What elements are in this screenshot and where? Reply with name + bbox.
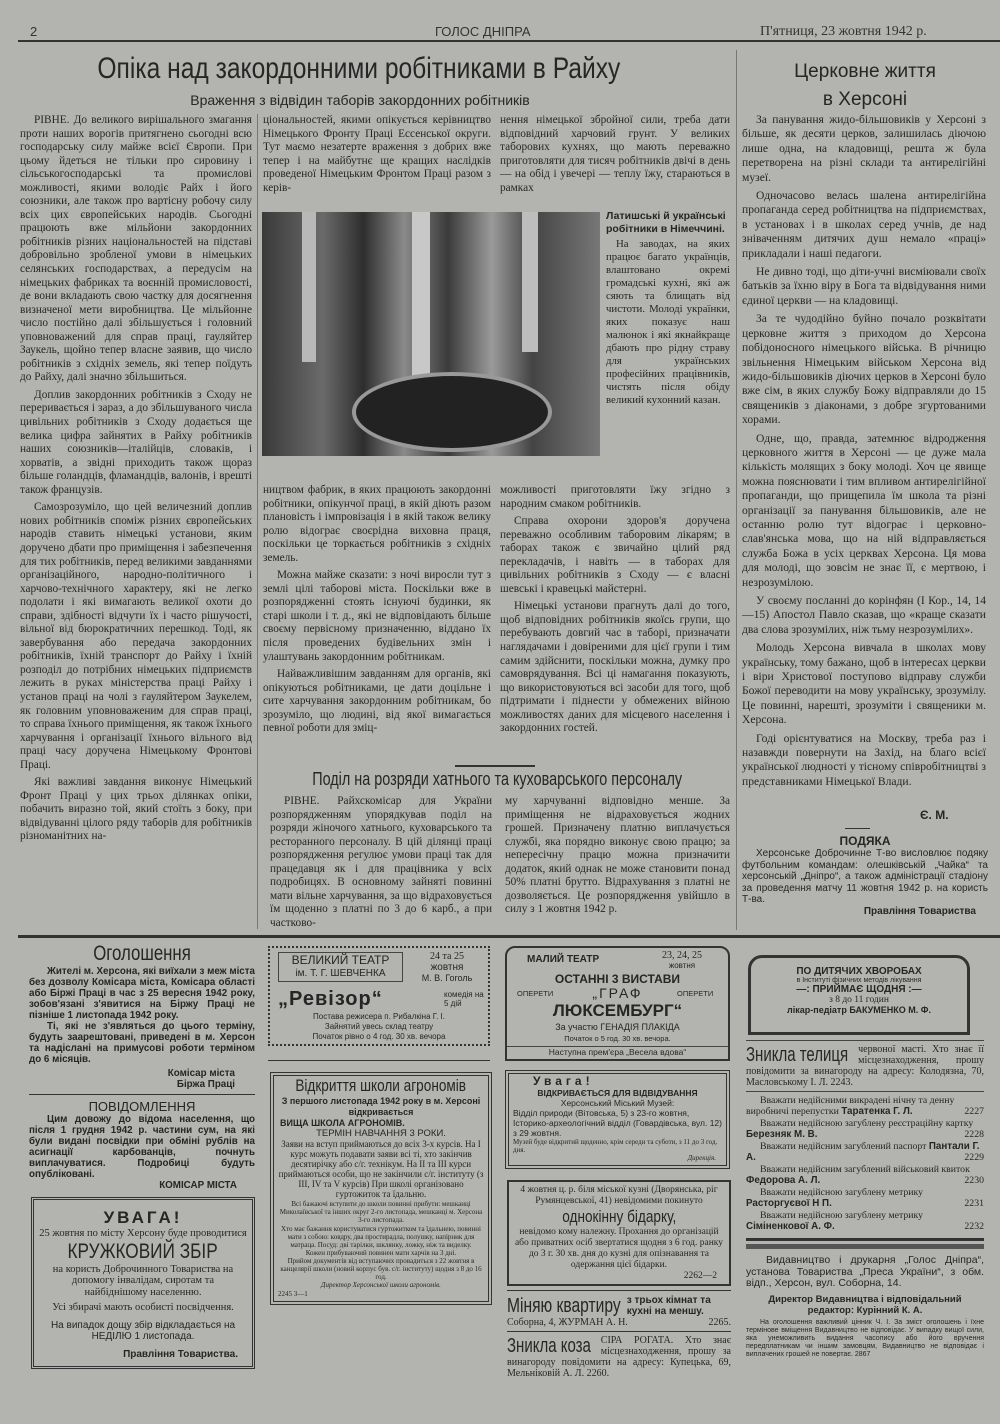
main-headline-wrap	[40, 52, 660, 86]
paragraph: Які важливі завдання виконує Німецький Фронт Праці у цих трьох ділянках опіки, побачить виразно той, який стоїть з боку, при відвідуванні цілого ряду таборів для робітників різноманітних на-	[20, 776, 252, 843]
bottom-col4-lower	[746, 1040, 984, 1360]
collection-l3: Усі збирачі мають особисті посвідчення.	[52, 1302, 234, 1313]
paragraph: Годі орієнтуватися на Москву, треба раз і назавжди повернути на Захід, на благо всієї української людності у тісному співробітництві з представниками Німецької Влади.	[742, 731, 986, 788]
photo-pipe	[302, 212, 316, 362]
paragraph: Німецькі установи прагнуть далі до того, щоб відповідних робітників якоїсь групи, що перебувають довгий час в таборі, призначати наглядачами і довіреними для цієї групи і тим самим здійснити, поскільки можна, думку про самоврядування. Всі ці намагання показують, що використовуються всі засоби для того, щоб підтримати і піднести у обмежених війною можливостях даних для місцевого населення і закордонних гостей.	[500, 600, 730, 735]
month: жовтня	[668, 961, 696, 970]
lost-text: Вважати недійсними викрадені нічну та денну виробничі перепустки	[746, 1095, 955, 1117]
paragraph: РІВНЕ. До великого вирішального змагання проти наших ворогів притягнено сьогодні всю господарську силу майже всієї Європи. При цьому йдеться не тільки про сировину і сільськогосподарські та промислові можливості, якими володіє Райх і його союзники, але також про вартісну робочу силу всіх цих європейських народів. Сьогодні працюють вже мільйони закордонних робітників різних національностей на підставі добровільно зробленої умови в німецьких селянських господарствах, а передусім на німецьких фабриках та воєнній промисловості, де вони вкладають свою частку для досягнення визначеної мети виробництва. Це мільйонне число постійно далі збільшується і головний уповноважений для справ праці, гауляйтер Заукель, щойно тепер власне заявив, що число робітників з східніх земель, які тепер поїдуть до Райху, далі значно збільшиться.	[20, 114, 252, 384]
paragraph: ництвом фабрик, в яких працюють закордонні робітники, опікунчої праці, в якій діють разом плановість і імпровізація і в якій також велику ролю відограє своєрідна виховна праця, поскільки це торкається робітників з східніх земель.	[263, 484, 491, 564]
lost-text: Вважати недійсною загублену реєстраційну картку	[760, 1118, 974, 1129]
l3: Початок рівно о 4 год. 30 хв. вечора	[312, 1032, 446, 1041]
big-theatre-name	[278, 952, 403, 982]
thanks-block	[742, 834, 988, 917]
paragraph: Одночасово велась шалена антирелігійна пропаганда серед робітництва на підприємствах, в установах і в школах серед учнів, де над зніваченням дитячих душ немало «праці» прикладали і наші педагоги.	[742, 189, 986, 260]
school-ad-number: 2245 3—1	[278, 1290, 308, 1298]
issue-date: П'ятниця, 23 жовтня 1942 р.	[760, 24, 927, 39]
main-subheadline: Враження з відвідин таборів закордонних робітників	[190, 92, 530, 108]
lost-name: Пантали Г. А.	[746, 1141, 980, 1163]
goat-big: Зникла коза	[507, 1335, 591, 1357]
church-signature: Є. М.	[920, 808, 949, 822]
announcement-title-wrap	[27, 942, 257, 966]
notice-text: Цим довожу до відома населення, що після 1 грудня 1942 р. частини сум, на які були видані посвідки при обміні рублів на асигнації карбованців, почнуть виплачуватися. Подробиці будуть опубліковані.	[29, 1114, 255, 1180]
lost-name: Федорова А. Л.	[746, 1175, 821, 1186]
paragraph: можливості приготовляти їжу згідно з народним смаком робітників.	[500, 484, 730, 510]
paragraph: За панування жидо-більшовиків у Херсоні з більше, як десяти церков, залишилась діючою лише одна, на кладовищі, решта ж була перетворена на різні склади та антирелігійні музеї.	[742, 113, 986, 184]
small-theatre-start: Початок о 5 год. 30 хв. вечора.	[564, 1034, 671, 1043]
collection-ad	[31, 1197, 255, 1369]
lost-number: 2230	[964, 1175, 984, 1186]
lost-item	[746, 1187, 984, 1209]
announcement-p1: Жителі м. Херсона, які виїхали з меж міста без дозволу Комісара міста, Комісара області або Біржі Праці в час з 25 вересня 1942 року, зобов'язані з'явитися на Біржу Праці не пізніше 1 листопада 1942 року.	[29, 966, 255, 1021]
notice-signature: КОМІСАР МІСТА	[159, 1180, 237, 1191]
paragraph: Можна майже сказати: з ночі виросли тут з землі цілі таборові міста. Поскільки вже в розпорядженні стоять існуючі будинки, як старі школи і т. д., які не відповідають більше своєму первісному призначенню, віддано їх після проведених будівельних змін і улаштувань закордонним робітникам.	[263, 569, 491, 663]
dates: 24 та 25	[430, 951, 464, 962]
photo-caption	[606, 210, 730, 407]
heifer-number: 2243.	[830, 1077, 854, 1088]
announcement-p2: Ті, які не з'являться до цього терміну, будуть заарештовані, приведені в м. Херсон та надіслані на примусові роботи терміном до 6 місяців.	[29, 1021, 255, 1065]
heifer-text: червоної масті. Хто знає її місцезнаходження, прошу повідомити за винагороду на адресу: Колодязна, 70, Масловському І. Л.	[746, 1044, 984, 1088]
divider	[746, 1244, 984, 1249]
school-p2: Всі бажаючі вступити до школи повинні прибути: мешканці Миколаївської та інших округ 2-го листопада, мешканці м. Херсона 3-го листопада.	[279, 1200, 483, 1224]
clinic-ad	[748, 955, 970, 1035]
lost-name: Сіміненкової А. Ф.	[746, 1221, 835, 1232]
cart-ad	[507, 1180, 731, 1286]
heifer-big: Зникла телиця	[746, 1044, 849, 1066]
author: М. В. Гоголь	[421, 973, 473, 983]
paragraph: За те чудодійно буйно почало розквітати церковне життя з приходом до Херсона побідоносного німецького війська. В річницю звільнення Німецьким військом Херсона від жидо-більшовиків діючих церков в Херсоні було вже сім, в яких службу Божу відправляли до 15 священиків з діаконами, з добре згуртованими хорами.	[742, 312, 986, 427]
big-theatre-name2: ім. Т. Г. ШЕВЧЕНКА	[295, 968, 386, 979]
collection-l1: 25 жовтня по місту Херсону буде проводитися	[39, 1228, 247, 1239]
thanks-text: Херсонське Доброчинне Т-во висловлює подяку футбольним командам: олешківській „Чайка“ та херсонській „Дніпро“, а також адміністрації стадіону за проведення матчу 11 жовтня 1942 р. на користь Т-ва.	[742, 848, 988, 905]
photo-kitchen-workers	[262, 212, 600, 456]
division-col2	[505, 795, 730, 930]
collection-l4: На випадок дощу збір відкладається на НЕДІЛЮ 1 листопада.	[50, 1319, 236, 1342]
cart-l2: невідомо кому належну. Прохання до організацій або приватних осіб звертатися щодня з 6 год. ранку до 3 г. 30 хв. дня до кузні для опізнавання та одержання цієї бідарки.	[514, 1227, 724, 1270]
cart-l1: 4 жовтня ц. р. біля міської кузні (Дворянська, ріг Румянцевської, 41) невідомими покинуто	[520, 1185, 718, 1206]
main-article-col3-top	[500, 114, 730, 198]
photo-cauldron	[352, 372, 552, 452]
lost-number: 2232	[964, 1221, 984, 1232]
big-theatre-details	[272, 1012, 486, 1042]
church-headline	[740, 58, 990, 114]
school-title: Відкриття школи агрономів	[295, 1076, 467, 1095]
school-l3: ТЕРМІН НАВЧАННЯ 3 РОКИ.	[316, 1128, 446, 1139]
divider	[507, 1331, 731, 1332]
apartment-text: з трьох кімнат та кухні на меншу.	[626, 1295, 711, 1317]
divider	[455, 765, 535, 767]
lost-name: Расторгуєвої Н П.	[746, 1198, 832, 1209]
clinic-l5: лікар-педіатр БАКУМЕНКО М. Ф.	[787, 1005, 931, 1015]
museum-l1: ВІДКРИВАЄТЬСЯ ДЛЯ ВІДВІДУВАННЯ	[537, 1088, 698, 1098]
goat-text: СІРА РОГАТА. Хто знає місцезнаходження, прошу за винагороду повідомити на адресу: Купецька, 69, Мельніковій А. Л.	[507, 1335, 731, 1379]
lost-documents	[746, 1091, 984, 1232]
division-headline-wrap	[262, 769, 732, 790]
museum-l4: Музей буде відкритий щоденно, крім середи та суботи, з 11 до 3 год. дня.	[513, 1138, 718, 1154]
divider	[507, 1290, 731, 1291]
big-theatre-genre: комедія на 5 дій	[444, 990, 484, 1008]
clinic-l1: ПО ДИТЯЧИХ ХВОРОБАХ	[796, 966, 922, 977]
operetta-label: ОПЕРЕТИ	[677, 989, 714, 998]
goat-number: 2260.	[586, 1368, 610, 1379]
paragraph: му харчуванні відповідно менше. За приміщення не відраховується жодних грошей. Призначену платню виплачується службі, яка порядно виконує свою працю; за непересічну працю можна призначити додаток, який однак не може становити понад 50% платні брутто. Відрахування з платні не дозволяється. Це розпорядження увійшло в силу з 1 жовтня 1942 р.	[505, 795, 730, 916]
main-article-col3-bottom	[500, 484, 730, 760]
school-p5: Прийом документів від вступаючих провадиться з 22 жовтня в канцелярії школи (новий корпус був. с/г. інституту) щодня з 8 до 16 год.	[280, 1257, 482, 1281]
photo-pipe	[412, 212, 430, 382]
museum-l3: Відділ природи (Вітовська, 5) з 23-го жовтня, Історико-археологічний відділ (Говардівська, вул. 12) з 29 жовтня.	[513, 1108, 722, 1138]
school-signature: Директор Херсонської школи агрономів.	[321, 1281, 441, 1289]
small-theatre-dates	[647, 951, 717, 971]
collection-title: УВАГА!	[103, 1208, 183, 1227]
big-theatre-dates	[408, 951, 486, 984]
page-number: 2	[30, 24, 38, 39]
paragraph: Доплив закордонних робітників з Сходу не переривається і зараз, а до збільшуваного числа цивільних робітників з Сходу додається ще велика цифра зайнятих в Райху робітників наших союзників—італійців, словаків, і хорватів, а звідні приходить також щораз більше голандців, фламандців, валонів, і врешті також французів.	[20, 388, 252, 496]
editor-line: Директор Видавництва і відповідальний редактор: Курінний К. А.	[768, 1293, 962, 1316]
dates: 23, 24, 25	[662, 950, 702, 961]
museum-l2: Херсонський Міський Музей:	[560, 1098, 675, 1108]
big-theatre-ad	[268, 946, 490, 1046]
paragraph: ціональностей, якими опікується керівництво Німецького Фронту Праці Ессенської округи. Тут маємо незатерте враження з добрих вже тепер і на майбутнє ще кращих наслідків проведеної Німецьким Фронтом Праці разом з керів-	[263, 114, 491, 194]
publisher-fine-print	[746, 1319, 984, 1360]
divider	[268, 1060, 490, 1061]
church-article-body	[742, 113, 986, 803]
l1: Постава режисера п. Рибалкіна Г. І.	[313, 1012, 445, 1021]
school-l1: З першого листопада 1942 року в м. Херсоні відкривається	[281, 1096, 481, 1117]
paragraph: Молодь Херсона вивчала в школах мову українську, тому бажано, щоб в інтересах церкви і віри Христової поступово відправу служби Божої переводити на мову українську, зрозумілу. Це повинні, нарешті, зрозуміти і священики м. Херсона.	[742, 641, 986, 727]
paragraph: нення німецької збройної сили, треба дати відповідний харчовий грунт. У великих таборових кухнях, що мають переважно приготовляти для тисяч робітників двічі в день — на обід і увечері — теплу їжу, стараються в рамках	[500, 114, 730, 194]
lost-item	[746, 1164, 984, 1186]
lost-number: 2229	[964, 1152, 984, 1163]
lost-text: Вважати недійсним загублений паспорт	[760, 1141, 927, 1152]
lost-name: Березняк М. В.	[746, 1129, 818, 1140]
month: жовтня	[430, 962, 464, 973]
thanks-signature: Правління Товариства	[863, 905, 976, 917]
thanks-title: ПОДЯКА	[839, 834, 891, 848]
collection-l2: на користь Доброчинного Товариства на допомогу інвалідам, сиротам та найбіднішому населенню.	[52, 1263, 234, 1298]
church-headline-line1: Церковне життя	[794, 61, 936, 82]
lost-item	[746, 1210, 984, 1232]
operetta-label: ОПЕРЕТИ	[517, 989, 554, 998]
section-rule	[18, 935, 1000, 938]
divider	[845, 828, 870, 829]
heifer-ad	[746, 1040, 984, 1088]
school-l2: ВИЩА ШКОЛА АГРОНОМІВ.	[280, 1118, 405, 1128]
museum-title: Увага!	[533, 1074, 594, 1088]
fine-text: На оголошення важливий цінник Ч. I. За зміст оголошень і їхне термінове вміщення Видавництво не відповідає. У випадку вищої сили, яка унеможливить видання часопису або його вручення передплатникам чи іншим замовцям, Видавництво не відповідає і виплачених грошей не повертає.	[746, 1318, 984, 1359]
paragraph: Справа охорони здоров'я доручена переважно особливим таборовим лікарям; в таборах також є звичайно цілий ряд перекладачів, і навіть — в таборах для цивільних робітників з Сходу — є власні шевські і кравецькі майстерні.	[500, 515, 730, 595]
divider	[29, 1094, 255, 1095]
clinic-l2: в Інституті фізичних методів лікування	[796, 977, 922, 984]
paragraph: Самозрозуміло, що цей величезний доплив нових робітників споміж різних європейських народів ставить німецькі установи, яким доручено дбати про приміщення і забезпечення для тих робітників, перед великими завданнями організаційного, народно-політичного і харчово-технічного характеру, які не легко подолати і які вимагають великої охоти до справи, здібності відчути їх і часто рішучості, вільної від бюрократичних перешкод. Тоді, як завербування або передача закордонних робітників, їхній транспорт до Райху і їхній розподіл до потрібних німецьких підприємств лежить в руках міністерства праці Райху і установ праці на чолі з гауляйтером Заукелем, як головним уповноваженим для справ праці, то справа їхнього приміщення, як також їхнього харчування і організації їхнього вільного від праці часу доручена Німецькому Фронтові Праці.	[20, 501, 252, 771]
big-theatre-name1: ВЕЛИКИЙ ТЕАТР	[291, 953, 390, 967]
column-divider	[736, 50, 737, 930]
column-divider	[257, 114, 258, 929]
lost-text: Вважати недійсною загублену метрику	[760, 1187, 924, 1198]
lost-number: 2228	[964, 1129, 984, 1140]
school-p3: Хто має бажання користуватися гуртожитком та їдальнею, повинні мати з собою: ковдру, два простирадла, полушку, напірник для матраца. Посуд: дві тарілки, шклянку, ложку, ніж та виделку.	[281, 1225, 481, 1249]
cart-big: однокінну бідарку,	[561, 1207, 677, 1226]
small-theatre-title2: ЛЮКСЕМБУРГ“	[552, 1001, 683, 1020]
museum-ad	[505, 1070, 730, 1169]
paragraph: Найважливішим завданням для органів, які опікуються робітниками, це дати доцільне і сите харчування закордонним робітникам, бо зрозуміло, що людині, від якої вимагається певної роботи для зміц-	[263, 668, 491, 735]
bottom-col1	[27, 942, 257, 1369]
announcement-sig2: Біржа Праці	[176, 1079, 235, 1090]
main-article-col2-bottom	[263, 484, 491, 760]
caption-text: На заводах, на яких працює багато українців, влаштовано окремі громадські кухні, які аж сяють та блищать від чистоти. Молоді українки, яких показує наш малюнок і які якнайкраще дбають про рідну страву для українських професійних працівників, чистять після обіду великий кухонний казан.	[606, 238, 730, 406]
big-theatre-play: „Ревізор“	[278, 988, 383, 1010]
lost-item	[746, 1118, 984, 1140]
apartment-ad	[507, 1295, 731, 1328]
apartment-address: Соборна, 4, ЖУРМАН А. Н.	[507, 1317, 628, 1328]
school-p1: Заяви на вступ приймаються до всіх 3-х курсів. На I курс можуть подавати заяви всі ті, хто закінчив десятирічку або с/г. технікум. На II та III курси приймаються особи, що не закінчили с/г. інституту (з III, IV та V курсів) При школі організовано гуртожиток та їдальню.	[278, 1139, 484, 1199]
clinic-l3: —: ПРИЙМАЄ ЩОДНЯ :—	[796, 984, 922, 995]
paragraph: У своєму посланні до корінфян (I Кор., 14, 14—15) Апостол Павло сказав, що «краще сказати два слова зрозумілих, ніж тьму незрозумілих».	[742, 594, 986, 636]
main-headline: Опіка над закордонними робітниками в Райху	[97, 52, 621, 85]
apartment-big: Міняю квартиру	[507, 1295, 621, 1317]
fine-number: 2867	[854, 1351, 871, 1359]
bottom-col3-lower	[507, 1180, 731, 1379]
museum-signature: Дирекція.	[687, 1154, 716, 1162]
small-theatre-head: ОСТАННІ 3 ВИСТАВИ	[554, 972, 681, 986]
small-theatre-name: МАЛИЙ ТЕАТР	[527, 954, 600, 965]
main-article-col1	[20, 114, 252, 934]
lost-item	[746, 1095, 984, 1117]
notice-title: ПОВІДОМЛЕННЯ	[88, 1099, 196, 1114]
announcement-sig1: Комісар міста	[167, 1068, 235, 1079]
paragraph: РІВНЕ. Райхскомісар для України розпорядженням упорядкував поділ на розряди жіночого хатнього, куховарського та ресторанного персоналу. В цій ділянці праці розпорядження регулює умови праці так для працедавця як і для працівника у всіх подробицях. В основному зайняті повинні мати вільне харчування, за що відраховується їм щоденно з платні по 3 до 6 карб., а при частково-	[270, 795, 492, 929]
school-ad	[270, 1072, 492, 1305]
church-headline-line2: в Херсоні	[822, 89, 908, 110]
divider	[746, 1238, 984, 1241]
header-rule	[18, 40, 1000, 42]
apartment-number: 2265.	[708, 1317, 731, 1328]
division-col1	[270, 795, 492, 930]
goat-ad	[507, 1335, 731, 1379]
cart-number: 2262—2	[683, 1271, 717, 1281]
main-article-col2-top	[263, 114, 491, 198]
paragraph: Одне, що, правда, затемнює відродження церковного життя в Херсоні — це дуже мала кількість молящих з боку молоді. Хоч це явище можна пояснювати і тим впливом антирелігійної пропаганди, що прищепила їм школа та різні організації за панування більшовиків, але не останню ролю тут відограє і церковно-слав'янська мова, що на ній відправляється служба Божа в усіх церквах Херсона. Ця мова для молоді, що зовсім не знає її, є мертвою, і незрозумілою.	[742, 431, 986, 589]
collection-big: КРУЖКОВИЙ ЗБІР	[67, 1239, 219, 1263]
small-theatre-ad	[505, 946, 730, 1061]
photo-pipe	[522, 212, 538, 352]
small-theatre-cast: За участю ГЕНАДІЯ ПЛАКІДА	[555, 1022, 680, 1032]
school-p4: Кожен прибуваючий повинен мати харчів на 3 дні.	[305, 1249, 457, 1257]
small-theatre-title1: „ГРАФ	[592, 985, 643, 1001]
newspaper-title: ГОЛОС ДНІПРА	[435, 24, 531, 39]
collection-signature: Правління Товариства.	[123, 1348, 238, 1360]
lost-name: Таратенка Г. Л.	[841, 1106, 913, 1117]
small-theatre-next: Наступна прем'єра „Весела вдова“	[507, 1046, 728, 1057]
caption-title: Латишські й українські робітники в Німеччині.	[606, 210, 726, 235]
publisher-text: Видавництво і друкарня „Голос Дніпра“, установа Товариства „Преса України“, з обм. відп., Херсон, вул. Соборна, 14.	[746, 1254, 984, 1289]
lost-number: 2231	[964, 1198, 984, 1209]
l2: Зайнятий увесь склад театру	[324, 1022, 434, 1031]
lost-number: 2227	[964, 1106, 984, 1117]
lost-item	[746, 1141, 984, 1163]
clinic-l4: з 8 до 11 годин	[829, 995, 889, 1005]
paragraph: Не дивно тоді, що діти-учні висміювали своїх батьків за їхню віру в Бога та відвідування ними єдиної церкви — на кладовищі.	[742, 265, 986, 307]
announcement-body	[27, 966, 257, 1090]
lost-text: Вважати недійсною загублену метрику	[760, 1210, 924, 1221]
division-headline: Поділ на розряди хатнього та куховарського персоналу	[312, 769, 682, 789]
announcement-title: Оголошення	[93, 942, 191, 965]
lost-text: Вважати недійсним загублений військовий квиток	[760, 1164, 970, 1175]
